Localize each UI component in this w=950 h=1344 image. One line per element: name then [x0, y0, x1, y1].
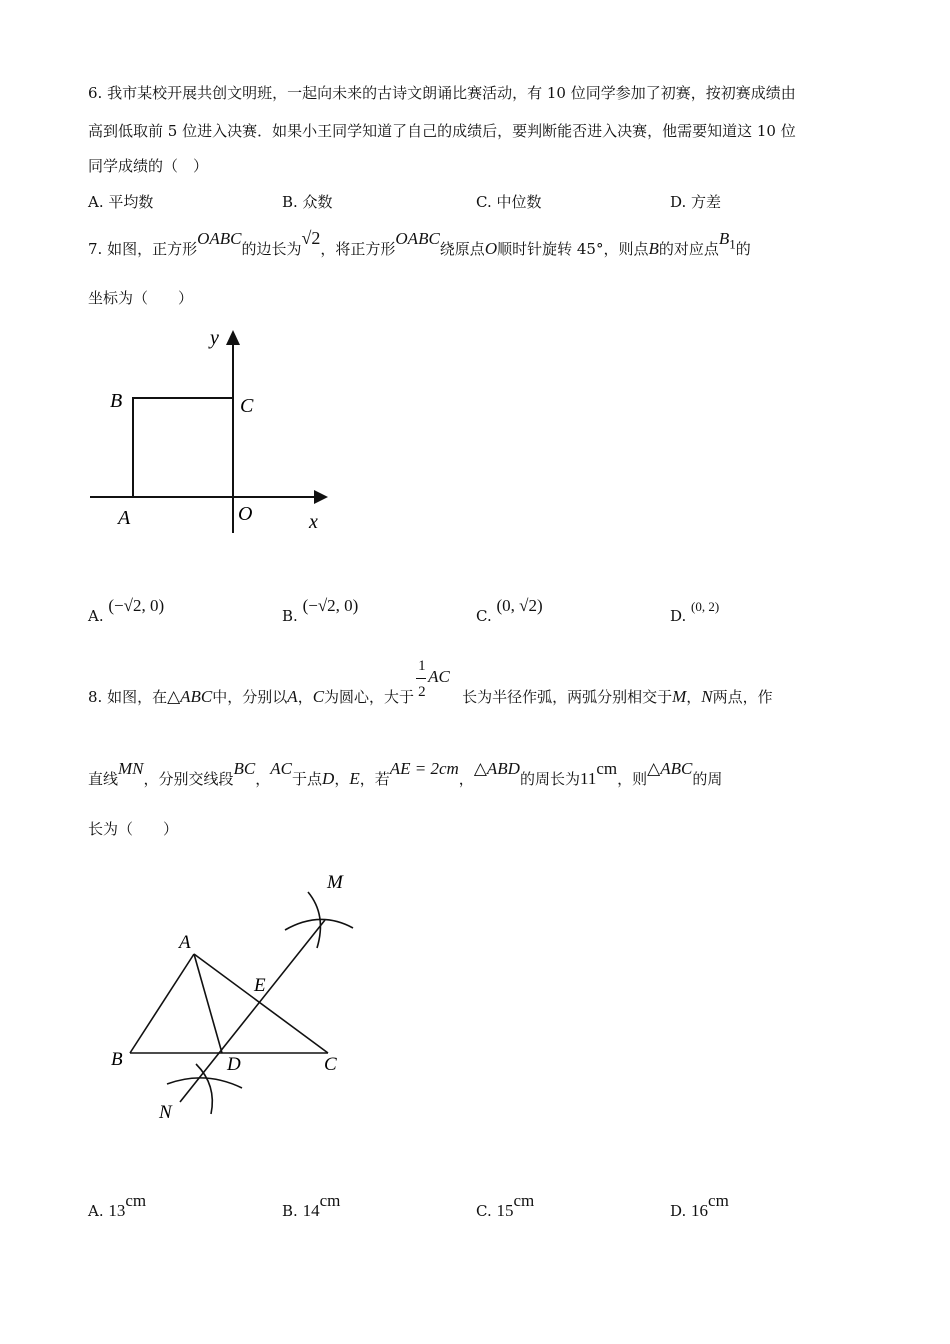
q8-option-c — [476, 1191, 535, 1222]
q6-option-b: B. 众数 — [282, 193, 333, 211]
q8-l2-math-mn: MN — [118, 759, 144, 778]
q8-option-d-num: 16 — [691, 1201, 709, 1220]
q6-line-1: 6. 我市某校开展共创文明班，一起向未来的古诗文朗诵比赛活动，有 10 位同学参加了初赛，按初赛成绩由 — [88, 84, 796, 102]
q8-l2-math-ae: AE = 2cm — [389, 759, 459, 778]
q8-figure — [95, 860, 375, 1130]
q7-line-2: 坐标为（ ） — [88, 289, 194, 307]
q7-label-b: B — [110, 390, 123, 412]
q8-text-1: 8. 如图，在 — [88, 688, 168, 706]
q7-label-c: C — [240, 395, 254, 417]
q8-segment-ab — [130, 954, 194, 1053]
q6-line-2: 高到低取前 5 位进入决赛．如果小王同学知道了自己的成绩后，要判断能否进入决赛，他需要知道这 10 位 — [88, 122, 796, 140]
q8-l2-math-d: D — [322, 769, 335, 788]
q8-label-d: D — [227, 1054, 241, 1075]
q8-text-4: 为圆心，大于 — [324, 688, 415, 706]
q7-option-d-letter: D. — [670, 607, 687, 625]
q8-l2-unit-cm: cm — [596, 759, 618, 778]
q7-text-4: 绕原点 — [439, 240, 485, 258]
q8-segment-ac — [194, 954, 328, 1053]
q8-option-a-letter: A. — [88, 1202, 104, 1220]
q7-math-b1-sub: 1 — [729, 236, 736, 252]
q8-l2-text-6: ，若 — [359, 770, 390, 788]
q6-option-a: A. 平均数 — [88, 193, 154, 211]
q8-math-c: C — [312, 687, 325, 706]
q6-option-c: C. 中位数 — [476, 193, 542, 211]
q8-label-a: A — [179, 932, 191, 953]
q7-option-c-letter: C. — [476, 607, 492, 625]
q7-option-a — [88, 596, 165, 627]
q7-option-d — [670, 599, 720, 628]
q7-text-2: 的边长为 — [241, 240, 302, 258]
q6-line-3: 同学成绩的（ ） — [88, 157, 209, 175]
q8-frac-num: 1 — [418, 658, 426, 674]
q8-option-d-letter: D. — [670, 1202, 687, 1220]
q7-math-sqrt2: √2 — [301, 228, 321, 248]
q6-option-d: D. 方差 — [670, 193, 722, 211]
q7-math-oabc: OABC — [197, 229, 242, 248]
q8-option-b — [282, 1191, 341, 1222]
q7-option-a-value: (−√2, 0) — [108, 596, 165, 615]
q7-text-6: 的对应点 — [658, 240, 719, 258]
q7-text-3: ，将正方形 — [320, 240, 396, 258]
q8-l2-math-bc: BC — [233, 759, 256, 778]
q8-math-triangle-abc: △ABC — [167, 687, 213, 706]
q7-math-b1-main: B — [718, 229, 730, 248]
q8-text-3: ， — [297, 688, 313, 706]
q7-option-b-letter: B. — [282, 607, 298, 625]
q8-option-d-unit: cm — [708, 1191, 729, 1210]
q7-option-a-letter: A. — [88, 607, 104, 625]
q7-y-arrow — [226, 330, 240, 345]
q8-line-mn — [180, 920, 325, 1102]
q8-label-n: N — [159, 1102, 172, 1123]
q8-l2-text-8: 的周长为 — [519, 770, 580, 788]
q8-label-e: E — [254, 975, 266, 996]
q8-l2-text-3: ， — [255, 770, 271, 788]
q8-l2-math-e: E — [349, 769, 360, 788]
q7-option-d-value: (0, 2) — [691, 599, 720, 614]
q7-text-1: 7. 如图，正方形 — [88, 240, 198, 258]
q8-arc-n-1 — [167, 1078, 242, 1088]
q8-option-a-unit: cm — [125, 1191, 147, 1210]
q8-option-c-num: 15 — [496, 1201, 514, 1220]
q8-option-b-letter: B. — [282, 1202, 298, 1220]
q8-option-a-num: 13 — [108, 1201, 126, 1220]
q7-math-b1 — [718, 229, 736, 252]
q7-option-c-value: (0, √2) — [496, 596, 543, 615]
q8-l2-math-abd: △ABD — [473, 759, 520, 778]
q8-label-m: M — [327, 872, 343, 893]
q8-fraction-half — [414, 658, 450, 702]
q8-line-2 — [88, 759, 723, 790]
q7-figure — [80, 318, 340, 548]
q7-math-o: O — [484, 239, 498, 258]
q8-l2-text-2: ，分别交线段 — [143, 770, 234, 788]
q8-l2-text-5: ， — [334, 770, 350, 788]
q8-math-ac: AC — [428, 667, 450, 686]
q8-text-2: 中，分别以 — [212, 688, 288, 706]
q8-segment-ad — [194, 954, 222, 1053]
q8-option-b-num: 14 — [302, 1201, 320, 1220]
q8-text-7: 两点，作 — [712, 688, 773, 706]
q8-l2-text-9: ，则 — [617, 770, 648, 788]
q7-label-a: A — [118, 507, 131, 529]
q8-line-3: 长为（ ） — [88, 820, 179, 838]
q8-option-b-unit: cm — [319, 1191, 341, 1210]
q7-square — [133, 398, 233, 497]
q7-option-b — [282, 596, 359, 627]
q8-math-n: N — [701, 687, 713, 706]
q8-math-m: M — [672, 687, 687, 706]
q7-label-x: x — [309, 511, 318, 533]
q8-option-a — [88, 1191, 147, 1222]
q8-math-a: A — [287, 687, 298, 706]
q8-l2-math-abc: △ABC — [647, 759, 693, 778]
q8-label-b: B — [111, 1049, 123, 1070]
q8-text-6: ， — [686, 688, 702, 706]
q7-text-5: 顺时针旋转 45°，则点 — [497, 240, 649, 258]
q7-line-1 — [88, 228, 751, 265]
q7-option-c — [476, 596, 543, 627]
q8-l2-math-ac: AC — [270, 759, 293, 778]
q7-math-oabc-2: OABC — [395, 229, 440, 248]
q8-option-c-letter: C. — [476, 1202, 492, 1220]
q8-l2-num-11: 11 — [579, 769, 597, 788]
q7-label-y: y — [210, 327, 219, 349]
q8-l2-text-1: 直线 — [88, 770, 119, 788]
q8-l2-text-7: ， — [458, 770, 474, 788]
q8-frac-bar — [416, 678, 426, 679]
q8-l2-text-10: 的周 — [692, 770, 723, 788]
q8-label-c: C — [324, 1054, 337, 1075]
q8-text-5: 长为半径作弧，两弧分别相交于 — [462, 688, 673, 706]
q8-option-d — [670, 1191, 729, 1222]
q8-l2-text-4: 于点 — [292, 770, 323, 788]
q8-frac-den: 2 — [418, 684, 426, 700]
q8-line-1 — [88, 658, 773, 708]
q7-label-o: O — [238, 503, 253, 525]
q7-math-b: B — [648, 239, 659, 258]
q7-option-b-value: (−√2, 0) — [302, 596, 359, 615]
q7-text-7: 的 — [735, 240, 751, 258]
q8-option-c-unit: cm — [513, 1191, 535, 1210]
q7-x-arrow — [314, 490, 328, 504]
